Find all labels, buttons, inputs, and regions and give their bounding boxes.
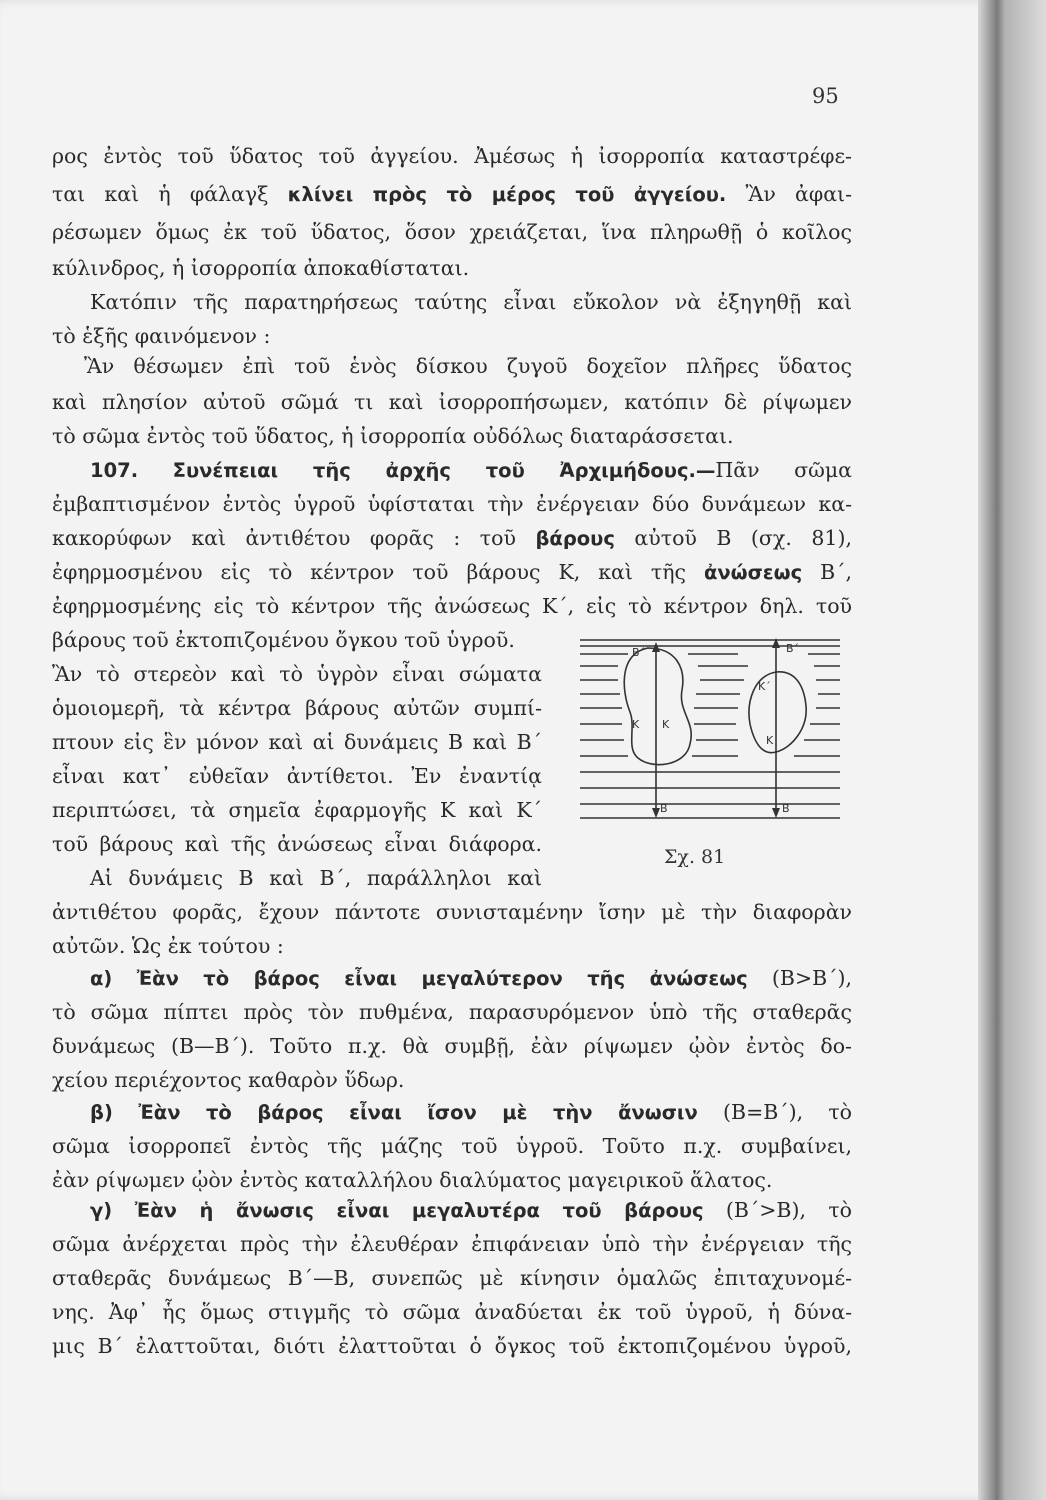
text-line: τὸ σῶμα πίπτει πρὸς τὸν πυθμένα, παρασυρόμενον ὑπὸ τῆς σταθερᾶς [52,1000,852,1024]
text-line: Ἂν τὸ στερεὸν καὶ τὸ ὑγρὸν εἶναι σώματα [52,662,542,686]
text-line: σταθερᾶς δυνάμεως Β΄—Β, συνεπῶς μὲ κίνησιν ὁμαλῶς ἐπιταχυνομέ- [52,1266,852,1290]
text-line: κακορύφων καὶ ἀντιθέτου φορᾶς : τοῦ βάρους αὐτοῦ Β (σχ. 81), [52,526,852,550]
label-b-prime: Β΄ [632,646,646,659]
text-line: πτουν εἰς ἓν μόνον καὶ αἱ δυνάμεις Β καὶ Β΄ [52,730,542,754]
section-number: 107. [90,459,139,482]
text-line: τὸ ἑξῆς φαινόμενον : [52,324,271,348]
text-line: ἐφηρμοσμένου εἰς τὸ κέντρον τοῦ βάρους Κ, καὶ τῆς ἀνώσεως Β΄, [52,560,852,584]
page-number: 95 [812,84,839,108]
text-line: νης. Ἀφ᾿ ἧς ὅμως στιγμῆς τὸ σῶμα ἀναδύεται ἐκ τοῦ ὑγροῦ, ἡ δύνα- [52,1300,852,1324]
text-line: καὶ πλησίον αὐτοῦ σῶμά τι καὶ ἰσορροπήσωμεν, κατόπιν δὲ ρίψωμεν [52,390,852,414]
text-line: βάρους τοῦ ἐκτοπιζομένου ὄγκου τοῦ ὑγροῦ. [52,628,515,652]
text-line: Ἂν θέσωμεν ἐπὶ τοῦ ἑνὸς δίσκου ζυγοῦ δοχεῖον πλῆρες ὕδατος [84,354,852,378]
figure-caption: Σχ. 81 [664,846,726,868]
label-k-prime: Κ΄ [758,680,771,693]
text-line: ἐφηρμοσμένης εἰς τὸ κέντρον τῆς ἀνώσεως Κ΄, εἰς τὸ κέντρον δηλ. τοῦ [52,594,852,618]
text-line: τοῦ βάρους καὶ τῆς ἀνώσεως εἶναι διάφορα. [52,832,542,856]
text-line: ρέσωμεν ὅμως ἐκ τοῦ ὕδατος, ὅσον χρειάζεται, ἵνα πληρωθῇ ὁ κοῖλος [52,220,852,244]
text-line: ἐμβαπτισμένον ἐντὸς ὑγροῦ ὑφίσταται τὴν ἐνέργειαν δύο δυνάμεων κα- [52,492,852,516]
text-line: χείου περιέχοντος καθαρὸν ὕδωρ. [52,1068,405,1092]
label-k: Κ [632,718,640,731]
case-c-heading: γ) Ἐὰν ἡ ἄνωσις εἶναι μεγαλυτέρα τοῦ βάρους (Β΄>Β), τὸ [90,1198,852,1222]
text-line: Αἱ δυνάμεις Β καὶ Β΄, παράλληλοι καὶ [90,866,542,890]
text-line: σῶμα ἰσορροπεῖ ἐντὸς τῆς μάζης τοῦ ὑγροῦ. Τοῦτο π.χ. συμβαίνει, [52,1134,852,1158]
text-line: ται καὶ ἡ φάλαγξ κλίνει πρὸς τὸ μέρος τοῦ ἀγγείου. Ἂν ἀφαι- [52,182,852,206]
label-k-center: Κ [662,718,670,731]
text-line: ρος ἐντὸς τοῦ ὕδατος τοῦ ἀγγείου. Ἀμέσως ἡ ἰσορροπία καταστρέφε- [52,144,852,168]
section-title: Συνέπειαι τῆς ἀρχῆς τοῦ Ἀρχιμήδους.— [172,459,716,482]
text-line: ἀντιθέτου φορᾶς, ἔχουν πάντοτε συνισταμένην ἴσην μὲ τὴν διαφορὰν [52,900,852,924]
label-b: Β [660,802,668,815]
section-heading-line: 107. Συνέπειαι τῆς ἀρχῆς τοῦ Ἀρχιμήδους.—Πᾶν σῶμα [90,458,852,482]
text-line: αὐτῶν. Ὡς ἐκ τούτου : [52,934,284,958]
text-line: σῶμα ἀνέρχεται πρὸς τὴν ἐλευθέραν ἐπιφάνειαν ὑπὸ τὴν ἐνέργειαν τῆς [52,1232,852,1256]
label-b-prime-right: Β΄ [786,642,800,655]
case-b-heading: β) Ἐὰν τὸ βάρος εἶναι ἴσον μὲ τὴν ἄνωσιν (Β=Β΄), τὸ [90,1100,852,1124]
text-line: εἶναι κατ᾿ εὐθεῖαν ἀντίθετοι. Ἐν ἐναντίᾳ [52,764,542,788]
text-line: δυνάμεως (Β—Β΄). Τοῦτο π.χ. θὰ συμβῇ, ἐὰν ρίψωμεν ᾠὸν ἐντὸς δο- [52,1034,852,1058]
case-a-heading: α) Ἐὰν τὸ βάρος εἶναι μεγαλύτερον τῆς ἀνώσεως (Β>Β΄), [90,966,852,990]
text-line: κύλινδρος, ἡ ἰσορροπία ἀποκαθίσταται. [52,256,470,280]
figure-81-buoyancy-diagram [578,632,842,832]
text-line: Κατόπιν τῆς παρατηρήσεως ταύτης εἶναι εὔκολον νὰ ἐξηγηθῇ καὶ [90,290,852,314]
text-line: τὸ σῶμα ἐντὸς τοῦ ὕδατος, ἡ ἰσορροπία οὐδόλως διαταράσσεται. [52,424,734,448]
book-spine-edge [978,0,1046,1500]
text-line: ὁμοιομερῆ, τὰ κέντρα βάρους αὐτῶν συμπί- [52,696,542,720]
label-k-right: Κ [766,734,774,747]
label-b-right: Β [782,802,790,815]
text-line: περιπτώσει, τὰ σημεῖα ἐφαρμογῆς Κ καὶ Κ΄ [52,798,542,822]
text-line: μις Β΄ ἐλαττοῦται, διότι ἐλαττοῦται ὁ ὄγκος τοῦ ἐκτοπιζομένου ὑγροῦ, [52,1334,852,1358]
text-line: ἐὰν ρίψωμεν ᾠὸν ἐντὸς καταλλήλου διαλύματος μαγειρικοῦ ἅλατος. [52,1168,773,1192]
